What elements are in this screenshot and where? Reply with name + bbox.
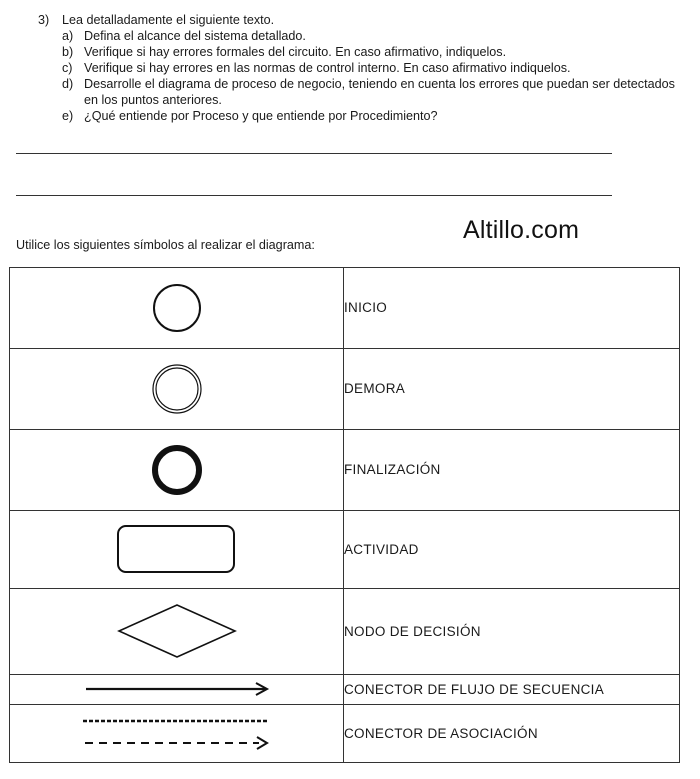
item-label: e)	[62, 109, 74, 123]
diamond-icon	[115, 601, 239, 661]
question-item-a	[62, 28, 678, 44]
question-item-d	[62, 76, 678, 108]
item-text: Defina el alcance del sistema detallado.	[84, 29, 306, 43]
question-number: 3)	[38, 13, 50, 27]
symbol-row	[10, 588, 680, 675]
symbol-row	[10, 704, 680, 762]
symbol-row	[10, 268, 680, 349]
symbol-label: INICIO	[344, 268, 680, 349]
symbol-cell	[10, 268, 344, 349]
item-text: Verifique si hay errores formales del circuito. En caso afirmativo, indiquelos.	[84, 45, 507, 59]
symbol-label: DEMORA	[344, 348, 680, 429]
item-text: Verifique si hay errores en las normas de control interno. En caso afirmativo indiquelos.	[84, 61, 571, 75]
symbol-row	[10, 675, 680, 705]
instruction-text: Utilice los siguientes símbolos al realizar el diagrama:	[16, 238, 315, 252]
circle-double-icon	[147, 361, 207, 417]
symbol-cell	[10, 704, 344, 762]
answer-line	[16, 195, 612, 196]
symbol-cell	[10, 588, 344, 675]
item-label: d)	[62, 77, 74, 91]
symbol-row	[10, 429, 680, 510]
watermark: Altillo.com	[463, 216, 580, 244]
solid-arrow-icon	[82, 679, 272, 699]
item-text: ¿Qué entiende por Proceso y que entiende por Procedimiento?	[84, 109, 438, 123]
rounded-rectangle-icon	[115, 522, 239, 576]
answer-line	[16, 153, 612, 154]
question-header	[38, 12, 678, 28]
question-item-e	[62, 108, 678, 124]
question-intro: Lea detalladamente el siguiente texto.	[62, 13, 275, 27]
circle-thick-icon	[147, 442, 207, 498]
symbol-row	[10, 510, 680, 588]
symbols-table	[9, 267, 680, 763]
symbol-cell	[10, 348, 344, 429]
symbol-label: ACTIVIDAD	[344, 510, 680, 588]
symbol-cell	[10, 510, 344, 588]
symbol-label: CONECTOR DE FLUJO DE SECUENCIA	[344, 675, 680, 705]
question-item-c	[62, 60, 678, 76]
symbol-row	[10, 348, 680, 429]
item-label: b)	[62, 45, 74, 59]
question-block	[38, 12, 678, 124]
symbol-label: CONECTOR DE ASOCIACIÓN	[344, 704, 680, 762]
symbol-cell	[10, 675, 344, 705]
question-items	[62, 28, 678, 124]
symbol-label: NODO DE DECISIÓN	[344, 588, 680, 675]
item-label: a)	[62, 29, 74, 43]
symbol-label: FINALIZACIÓN	[344, 429, 680, 510]
question-item-b	[62, 44, 678, 60]
item-text: Desarrolle el diagrama de proceso de negocio, teniendo en cuenta los errores que puedan ser detectados en los puntos anteriores.	[84, 77, 675, 107]
symbol-cell	[10, 429, 344, 510]
dashed-arrow-icon	[81, 713, 273, 753]
item-label: c)	[62, 61, 73, 75]
circle-thin-icon	[147, 280, 207, 336]
